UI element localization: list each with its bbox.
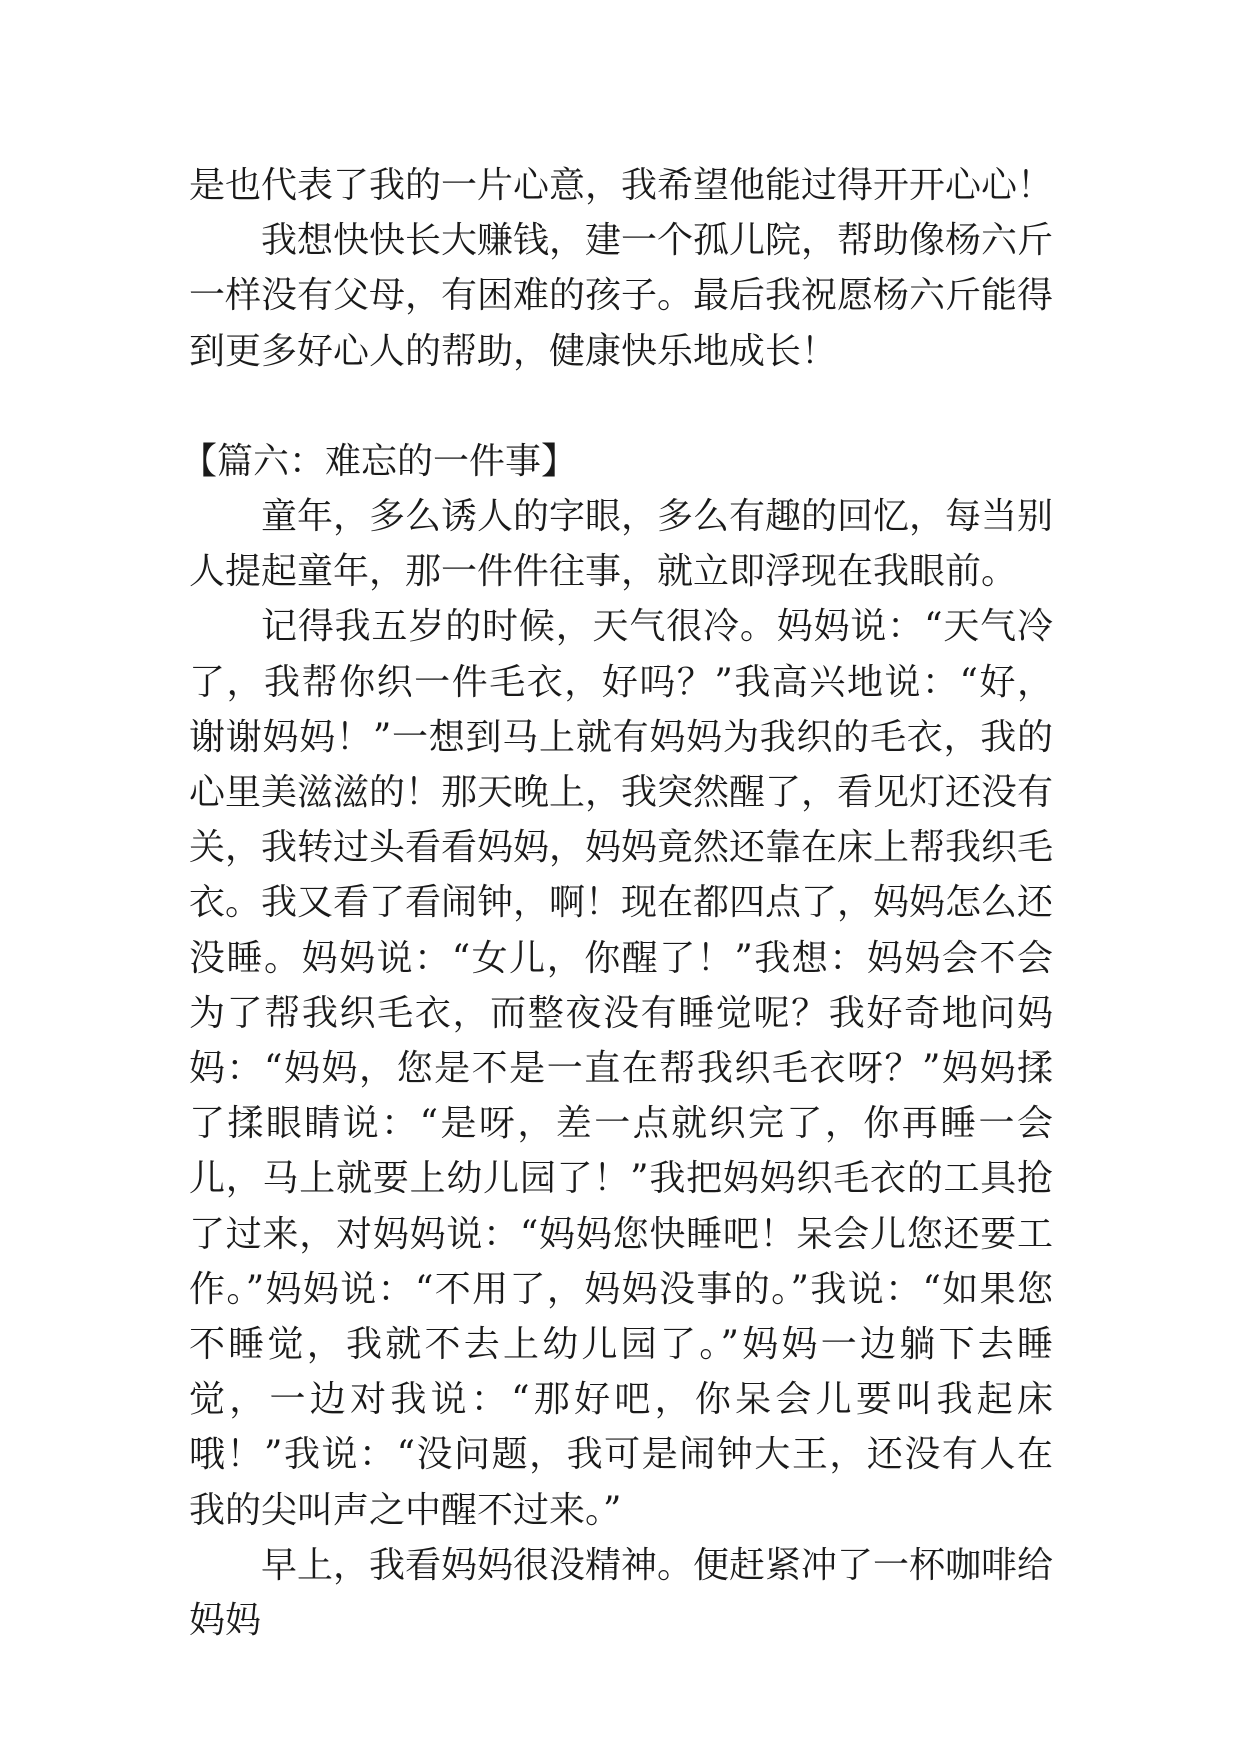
paragraph-sweater-story: 记得我五岁的时候，天气很冷。妈妈说：“天气冷了，我帮你织一件毛衣，好吗？”我高兴地说：“好，谢谢妈妈！”一想到马上就有妈妈为我织的毛衣，我的心里美滋滋的！那天晚上，我突然醒了，看见灯还没有关，我转过头看看妈妈，妈妈竟然还靠在床上帮我织毛衣。我又看了看闹钟，啊！现在都四点了，妈妈怎么还没睡。妈妈说：“女儿，你醒了！”我想：妈妈会不会为了帮我织毛衣，而整夜没有睡觉呢？我好奇地问妈妈：“妈妈，您是不是一直在帮我织毛衣呀？”妈妈揉了揉眼睛说：“是呀，差一点就织完了，你再睡一会儿，马上就要上幼儿园了！”我把妈妈织毛衣的工具抢了过来，对妈妈说：“妈妈您快睡吧！呆会儿您还要工作。”妈妈说：“不用了，妈妈没事的。”我说：“如果您不睡觉，我就不去上幼儿园了。”妈妈一边躺下去睡觉，一边对我说：“那好吧，你呆会儿要叫我起床哦！”我说：“没问题，我可是闹钟大王，还没有人在我的尖叫声之中醒不过来。” [189, 606, 1054, 1531]
paragraph-continued: 是也代表了我的一片心意，我希望他能过得开开心心！ [189, 165, 1054, 206]
paragraph-childhood-intro: 童年，多么诱人的字眼，多么有趣的回忆，每当别人提起童年，那一件件往事，就立即浮现在我眼前。 [189, 496, 1054, 593]
paragraph-wish: 我想快快长大赚钱，建一个孤儿院，帮助像杨六斤一样没有父母，有困难的孩子。最后我祝愿杨六斤能得到更多好心人的帮助，健康快乐地成长！ [189, 220, 1054, 372]
paragraph-morning: 早上，我看妈妈很没精神。便赶紧冲了一杯咖啡给妈妈 [189, 1544, 1054, 1642]
section-title: 【篇六：难忘的一件事】 [181, 440, 578, 482]
document-body [181, 158, 1054, 1648]
